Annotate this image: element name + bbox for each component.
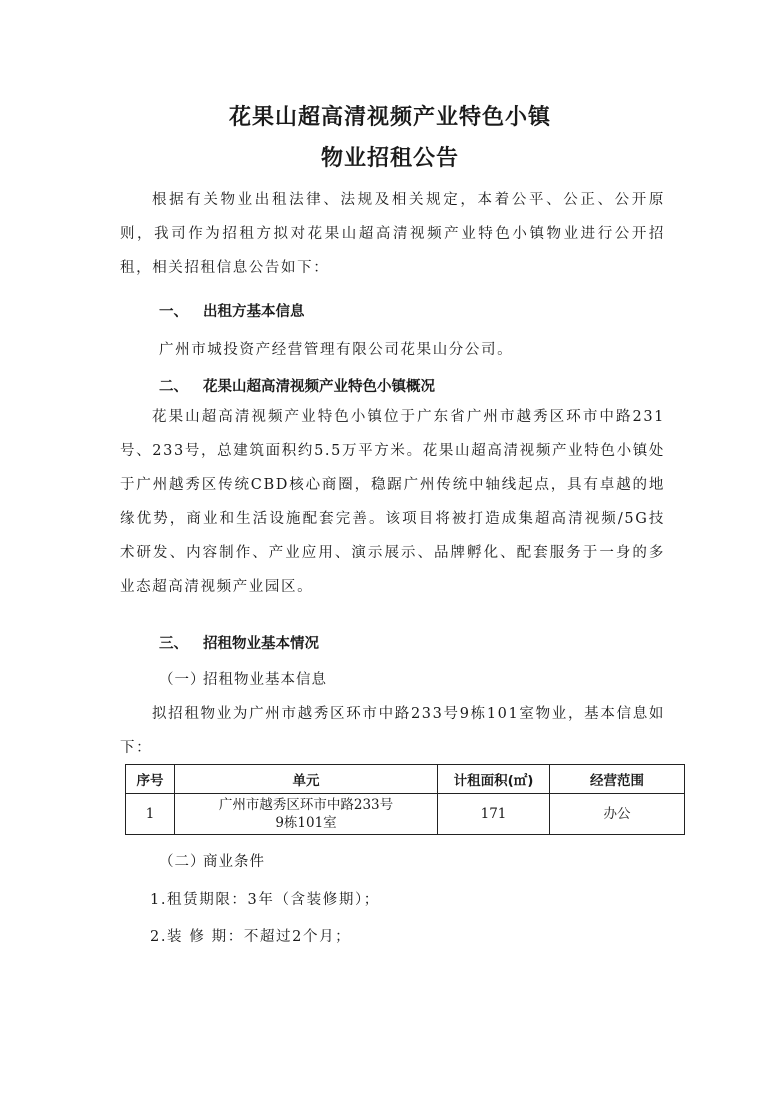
- sub2-title: 商业条件: [203, 854, 265, 870]
- cell-unit-line1: 广州市越秀区环市中路233号: [218, 797, 394, 813]
- sub2-number: （二）: [159, 854, 206, 870]
- header-unit: 单元: [175, 765, 438, 794]
- header-serial: 序号: [126, 765, 175, 794]
- section3-heading: [159, 632, 319, 653]
- sub2-heading: [159, 850, 265, 871]
- sub1-body: 拟招租物业为广州市越秀区环市中路233号9栋101室物业，基本信息如下：: [120, 706, 665, 756]
- section2-body: 花果山超高清视频产业特色小镇位于广东省广州市越秀区环市中路231号、233号，总建筑面积约5.5万平方米。花果山超高清视频产业特色小镇处于广州越秀区传统CBD核心商圈，稳踞广州传统中轴线起点，具有卓越的地缘优势，商业和生活设施配套完善。该项目将被打造成集超高清视频/5G技术研发、内容制作、产业应用、演示展示、品牌孵化、配套服务于一身的多业态超高清视频产业园区。: [120, 409, 665, 595]
- section1-number: 一、: [159, 304, 188, 320]
- condition-1: 1.租赁期限：3年（含装修期）；: [150, 892, 380, 908]
- sub1-number: （一）: [159, 672, 206, 688]
- condition-2: 2.装 修 期：不超过2个月；: [150, 929, 352, 945]
- section3-title: 招租物业基本情况: [203, 636, 319, 652]
- cell-area: 171: [438, 794, 550, 835]
- cell-unit-line2: 9栋101室: [275, 815, 337, 831]
- section1-body: 广州市城投资产经营管理有限公司花果山分公司。: [159, 342, 514, 358]
- section2-number: 二、: [159, 379, 188, 395]
- section2-title: 花果山超高清视频产业特色小镇概况: [203, 379, 435, 395]
- header-area: 计租面积(㎡): [438, 765, 550, 794]
- cell-unit: [175, 794, 438, 835]
- cell-serial: 1: [126, 794, 175, 835]
- section1-title: 出租方基本信息: [203, 304, 305, 320]
- doc-title-line2: 物业招租公告: [320, 146, 459, 171]
- table-row: [126, 794, 685, 835]
- table-header-row: [126, 765, 685, 794]
- rental-info-table: [125, 764, 685, 835]
- intro-paragraph: 根据有关物业出租法律、法规及相关规定，本着公平、公正、公开原则，我司作为招租方拟对花果山超高清视频产业特色小镇物业进行公开招租，相关招租信息公告如下：: [120, 192, 665, 276]
- cell-scope: 办公: [550, 794, 685, 835]
- header-scope: 经营范围: [550, 765, 685, 794]
- section2-heading: [159, 375, 435, 396]
- sub1-title: 招租物业基本信息: [203, 672, 327, 688]
- section1-heading: [159, 300, 305, 321]
- section3-number: 三、: [159, 636, 188, 652]
- doc-title-line1: 花果山超高清视频产业特色小镇: [228, 105, 551, 130]
- sub1-heading: [159, 668, 327, 689]
